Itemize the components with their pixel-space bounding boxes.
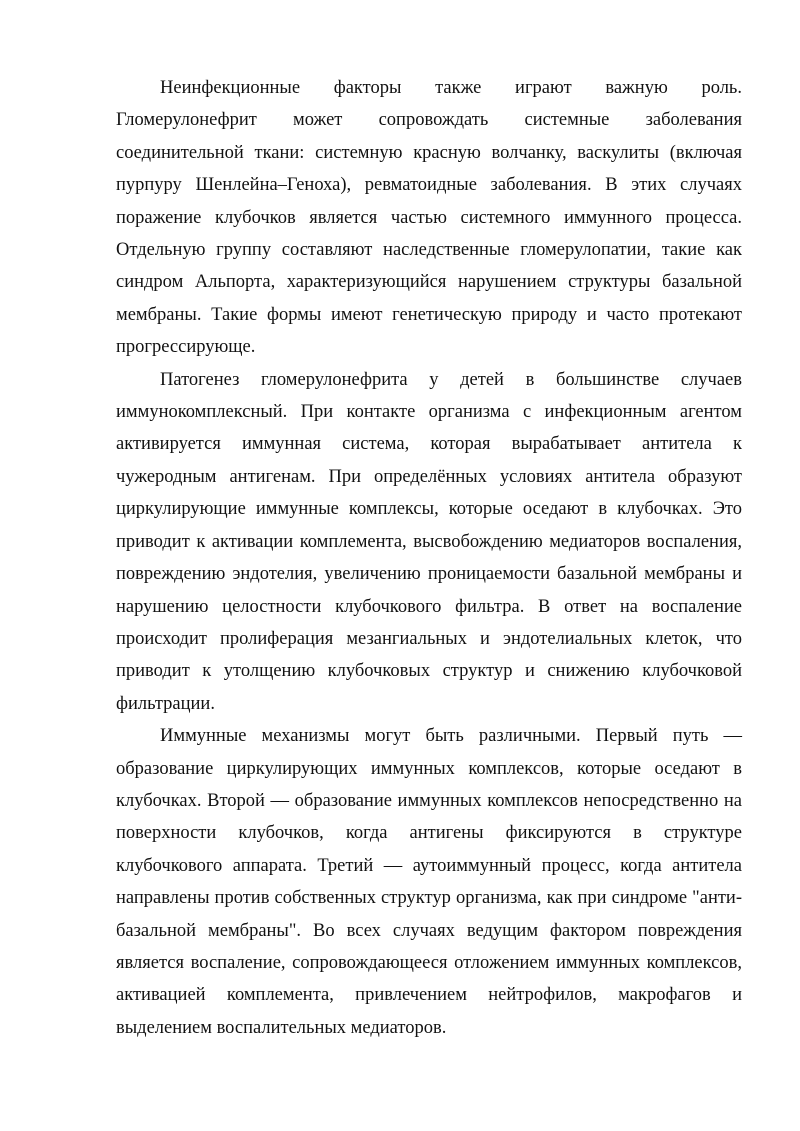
paragraph-pathogenesis: Патогенез гломерулонефрита у детей в большинстве случаев иммунокомплексный. При контакте организма с инфекционным агентом активируется иммунная система, которая вырабатывает антитела к чужеродным антигенам. При определённых условиях антитела образуют циркулирующие иммунные комплексы, которые оседают в клубочках. Это приводит к активации комплемента, высвобождению медиаторов воспаления, повреждению эндотелия, увеличению проницаемости базальной мембраны и нарушению целостности клубочкового фильтра. В ответ на воспаление происходит пролиферация мезангиальных и эндотелиальных клеток, что приводит к утолщению клубочковых структур и снижению клубочковой фильтрации.	[116, 369, 742, 714]
document-page	[116, 72, 742, 1044]
paragraph-immune-mechanisms: Иммунные механизмы могут быть различными. Первый путь — образование циркулирующих иммунных комплексов, которые оседают в клубочках. Второй — образование иммунных комплексов непосредственно на поверхности клубочков, когда антигены фиксируются в структуре клубочкового аппарата. Третий — аутоиммунный процесс, когда антитела направлены против собственных структур организма, как при синдроме "анти-базальной мембраны". Во всех случаях ведущим фактором повреждения является воспаление, сопровождающееся отложением иммунных комплексов, активацией комплемента, привлечением нейтрофилов, макрофагов и выделением воспалительных медиаторов.	[116, 726, 742, 1038]
paragraph-noninfectious-factors: Неинфекционные факторы также играют важную роль. Гломерулонефрит может сопровождать системные заболевания соединительной ткани: системную красную волчанку, васкулиты (включая пурпуру Шенлейна–Геноха), ревматоидные заболевания. В этих случаях поражение клубочков является частью системного иммунного процесса. Отдельную группу составляют наследственные гломерулопатии, такие как синдром Альпорта, характеризующийся нарушением структуры базальной мембраны. Такие формы имеют генетическую природу и часто протекают прогрессирующе.	[116, 78, 742, 358]
